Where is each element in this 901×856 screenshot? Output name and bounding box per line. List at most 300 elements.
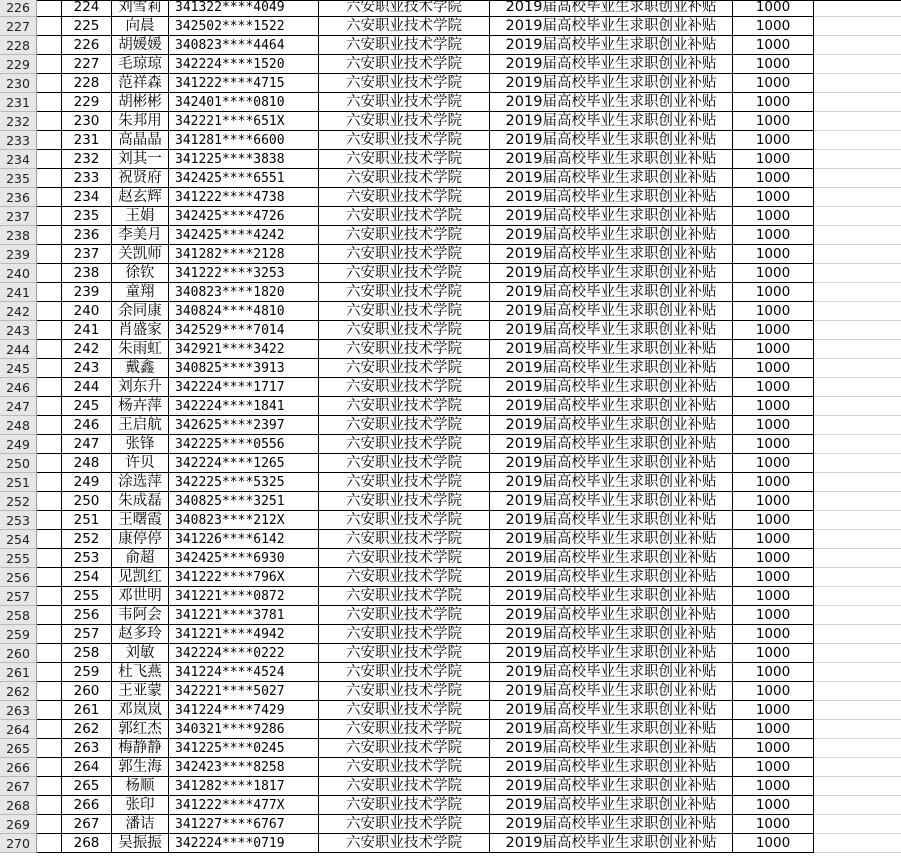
cell-name[interactable]: 胡彬彬 — [112, 93, 169, 112]
cell-amount[interactable]: 1000 — [733, 606, 814, 625]
cell-id-number[interactable]: 341227****6767 — [169, 815, 319, 834]
cell-id-number[interactable]: 342425****4726 — [169, 207, 319, 226]
cell-amount[interactable]: 1000 — [733, 644, 814, 663]
cell-id-number[interactable]: 340825****3251 — [169, 492, 319, 511]
cell-school[interactable]: 六安职业技术学院 — [319, 815, 490, 834]
cell-seq[interactable]: 260 — [62, 682, 112, 701]
row-header[interactable]: 260 — [0, 644, 37, 663]
cell-school[interactable]: 六安职业技术学院 — [319, 720, 490, 739]
row-header[interactable]: 268 — [0, 796, 37, 815]
cell-seq[interactable]: 235 — [62, 207, 112, 226]
row-header[interactable]: 269 — [0, 815, 37, 834]
cell-school[interactable]: 六安职业技术学院 — [319, 397, 490, 416]
cell-empty[interactable] — [814, 169, 901, 188]
cell-subsidy-type[interactable]: 2019届高校毕业生求职创业补贴 — [490, 568, 733, 587]
cell-empty[interactable] — [37, 207, 62, 226]
cell-school[interactable]: 六安职业技术学院 — [319, 834, 490, 853]
cell-school[interactable]: 六安职业技术学院 — [319, 587, 490, 606]
cell-empty[interactable] — [814, 359, 901, 378]
cell-name[interactable]: 张印 — [112, 796, 169, 815]
cell-empty[interactable] — [814, 758, 901, 777]
row-header[interactable]: 229 — [0, 55, 37, 74]
cell-school[interactable]: 六安职业技术学院 — [319, 55, 490, 74]
cell-empty[interactable] — [37, 245, 62, 264]
cell-subsidy-type[interactable]: 2019届高校毕业生求职创业补贴 — [490, 473, 733, 492]
cell-amount[interactable]: 1000 — [733, 150, 814, 169]
cell-school[interactable]: 六安职业技术学院 — [319, 663, 490, 682]
cell-empty[interactable] — [37, 796, 62, 815]
cell-school[interactable]: 六安职业技术学院 — [319, 74, 490, 93]
cell-subsidy-type[interactable]: 2019届高校毕业生求职创业补贴 — [490, 17, 733, 36]
cell-id-number[interactable]: 342921****3422 — [169, 340, 319, 359]
cell-subsidy-type[interactable]: 2019届高校毕业生求职创业补贴 — [490, 112, 733, 131]
cell-empty[interactable] — [814, 663, 901, 682]
cell-empty[interactable] — [814, 511, 901, 530]
cell-empty[interactable] — [37, 549, 62, 568]
cell-school[interactable]: 六安职业技术学院 — [319, 549, 490, 568]
cell-subsidy-type[interactable]: 2019届高校毕业生求职创业补贴 — [490, 549, 733, 568]
cell-id-number[interactable]: 342224****1841 — [169, 397, 319, 416]
cell-name[interactable]: 吴振振 — [112, 834, 169, 853]
cell-name[interactable]: 朱成磊 — [112, 492, 169, 511]
cell-school[interactable]: 六安职业技术学院 — [319, 188, 490, 207]
row-header[interactable]: 261 — [0, 663, 37, 682]
cell-id-number[interactable]: 341225****0245 — [169, 739, 319, 758]
cell-school[interactable]: 六安职业技术学院 — [319, 264, 490, 283]
cell-seq[interactable]: 238 — [62, 264, 112, 283]
cell-subsidy-type[interactable]: 2019届高校毕业生求职创业补贴 — [490, 663, 733, 682]
cell-id-number[interactable]: 341222****796X — [169, 568, 319, 587]
cell-name[interactable]: 胡媛媛 — [112, 36, 169, 55]
row-header[interactable]: 232 — [0, 112, 37, 131]
cell-empty[interactable] — [37, 340, 62, 359]
cell-amount[interactable]: 1000 — [733, 321, 814, 340]
cell-seq[interactable]: 263 — [62, 739, 112, 758]
cell-id-number[interactable]: 342423****8258 — [169, 758, 319, 777]
cell-subsidy-type[interactable]: 2019届高校毕业生求职创业补贴 — [490, 492, 733, 511]
cell-name[interactable]: 郭红杰 — [112, 720, 169, 739]
row-header[interactable]: 256 — [0, 568, 37, 587]
cell-subsidy-type[interactable]: 2019届高校毕业生求职创业补贴 — [490, 625, 733, 644]
cell-school[interactable]: 六安职业技术学院 — [319, 625, 490, 644]
row-header[interactable]: 240 — [0, 264, 37, 283]
cell-seq[interactable]: 261 — [62, 701, 112, 720]
cell-id-number[interactable]: 342425****6551 — [169, 169, 319, 188]
cell-empty[interactable] — [37, 397, 62, 416]
cell-name[interactable]: 王娟 — [112, 207, 169, 226]
row-header[interactable]: 252 — [0, 492, 37, 511]
cell-id-number[interactable]: 341222****4715 — [169, 74, 319, 93]
cell-empty[interactable] — [814, 55, 901, 74]
cell-empty[interactable] — [37, 682, 62, 701]
cell-empty[interactable] — [37, 302, 62, 321]
cell-amount[interactable]: 1000 — [733, 245, 814, 264]
cell-empty[interactable] — [814, 530, 901, 549]
cell-school[interactable]: 六安职业技术学院 — [319, 321, 490, 340]
cell-empty[interactable] — [37, 17, 62, 36]
row-header[interactable]: 241 — [0, 283, 37, 302]
row-header[interactable]: 230 — [0, 74, 37, 93]
cell-school[interactable]: 六安职业技术学院 — [319, 492, 490, 511]
cell-subsidy-type[interactable]: 2019届高校毕业生求职创业补贴 — [490, 511, 733, 530]
cell-subsidy-type[interactable]: 2019届高校毕业生求职创业补贴 — [490, 397, 733, 416]
cell-empty[interactable] — [37, 93, 62, 112]
cell-seq[interactable]: 251 — [62, 511, 112, 530]
cell-id-number[interactable]: 341221****0872 — [169, 587, 319, 606]
cell-id-number[interactable]: 340825****3913 — [169, 359, 319, 378]
cell-empty[interactable] — [814, 321, 901, 340]
row-header[interactable]: 257 — [0, 587, 37, 606]
cell-school[interactable]: 六安职业技术学院 — [319, 17, 490, 36]
cell-id-number[interactable]: 341222****4738 — [169, 188, 319, 207]
cell-id-number[interactable]: 341224****4524 — [169, 663, 319, 682]
cell-name[interactable]: 潘诘 — [112, 815, 169, 834]
cell-amount[interactable]: 1000 — [733, 511, 814, 530]
cell-subsidy-type[interactable]: 2019届高校毕业生求职创业补贴 — [490, 283, 733, 302]
cell-subsidy-type[interactable]: 2019届高校毕业生求职创业补贴 — [490, 302, 733, 321]
cell-empty[interactable] — [814, 606, 901, 625]
cell-id-number[interactable]: 342221****5027 — [169, 682, 319, 701]
cell-seq[interactable]: 248 — [62, 454, 112, 473]
cell-id-number[interactable]: 342224****0222 — [169, 644, 319, 663]
cell-empty[interactable] — [37, 815, 62, 834]
cell-name[interactable]: 刘雪莉 — [112, 0, 169, 17]
cell-empty[interactable] — [37, 758, 62, 777]
cell-seq[interactable]: 231 — [62, 131, 112, 150]
row-header[interactable]: 226 — [0, 0, 37, 17]
cell-id-number[interactable]: 342225****0556 — [169, 435, 319, 454]
cell-empty[interactable] — [814, 226, 901, 245]
cell-empty[interactable] — [814, 568, 901, 587]
cell-name[interactable]: 王启航 — [112, 416, 169, 435]
cell-empty[interactable] — [37, 435, 62, 454]
cell-school[interactable]: 六安职业技术学院 — [319, 473, 490, 492]
row-header[interactable]: 253 — [0, 511, 37, 530]
cell-amount[interactable]: 1000 — [733, 0, 814, 17]
cell-amount[interactable]: 1000 — [733, 340, 814, 359]
cell-amount[interactable]: 1000 — [733, 530, 814, 549]
cell-name[interactable]: 韦阿会 — [112, 606, 169, 625]
cell-seq[interactable]: 234 — [62, 188, 112, 207]
cell-school[interactable]: 六安职业技术学院 — [319, 131, 490, 150]
cell-subsidy-type[interactable]: 2019届高校毕业生求职创业补贴 — [490, 834, 733, 853]
cell-name[interactable]: 刘其一 — [112, 150, 169, 169]
cell-empty[interactable] — [37, 416, 62, 435]
cell-seq[interactable]: 227 — [62, 55, 112, 74]
cell-empty[interactable] — [37, 663, 62, 682]
cell-empty[interactable] — [37, 264, 62, 283]
cell-subsidy-type[interactable]: 2019届高校毕业生求职创业补贴 — [490, 150, 733, 169]
cell-empty[interactable] — [814, 796, 901, 815]
cell-school[interactable]: 六安职业技术学院 — [319, 416, 490, 435]
cell-empty[interactable] — [37, 0, 62, 17]
cell-school[interactable]: 六安职业技术学院 — [319, 739, 490, 758]
cell-amount[interactable]: 1000 — [733, 169, 814, 188]
row-header[interactable]: 247 — [0, 397, 37, 416]
cell-amount[interactable]: 1000 — [733, 264, 814, 283]
cell-amount[interactable]: 1000 — [733, 378, 814, 397]
cell-empty[interactable] — [814, 701, 901, 720]
cell-school[interactable]: 六安职业技术学院 — [319, 435, 490, 454]
cell-empty[interactable] — [814, 0, 901, 17]
row-header[interactable]: 249 — [0, 435, 37, 454]
cell-seq[interactable]: 247 — [62, 435, 112, 454]
cell-name[interactable]: 张锋 — [112, 435, 169, 454]
cell-amount[interactable]: 1000 — [733, 758, 814, 777]
cell-name[interactable]: 见凯红 — [112, 568, 169, 587]
cell-school[interactable]: 六安职业技术学院 — [319, 796, 490, 815]
cell-name[interactable]: 杨卉萍 — [112, 397, 169, 416]
row-header[interactable]: 267 — [0, 777, 37, 796]
cell-seq[interactable]: 255 — [62, 587, 112, 606]
cell-seq[interactable]: 226 — [62, 36, 112, 55]
cell-empty[interactable] — [814, 397, 901, 416]
cell-empty[interactable] — [814, 283, 901, 302]
cell-name[interactable]: 余同康 — [112, 302, 169, 321]
cell-empty[interactable] — [37, 226, 62, 245]
row-header[interactable]: 236 — [0, 188, 37, 207]
row-header[interactable]: 251 — [0, 473, 37, 492]
cell-seq[interactable]: 237 — [62, 245, 112, 264]
cell-subsidy-type[interactable]: 2019届高校毕业生求职创业补贴 — [490, 701, 733, 720]
cell-name[interactable]: 郭生海 — [112, 758, 169, 777]
cell-seq[interactable]: 224 — [62, 0, 112, 17]
cell-empty[interactable] — [814, 473, 901, 492]
cell-id-number[interactable]: 342425****6930 — [169, 549, 319, 568]
cell-amount[interactable]: 1000 — [733, 625, 814, 644]
cell-empty[interactable] — [37, 359, 62, 378]
cell-seq[interactable]: 245 — [62, 397, 112, 416]
cell-id-number[interactable]: 342224****1520 — [169, 55, 319, 74]
cell-empty[interactable] — [814, 36, 901, 55]
cell-id-number[interactable]: 341282****2128 — [169, 245, 319, 264]
cell-amount[interactable]: 1000 — [733, 739, 814, 758]
cell-id-number[interactable]: 340824****4810 — [169, 302, 319, 321]
cell-name[interactable]: 徐钦 — [112, 264, 169, 283]
cell-seq[interactable]: 259 — [62, 663, 112, 682]
cell-empty[interactable] — [37, 473, 62, 492]
cell-empty[interactable] — [37, 112, 62, 131]
cell-subsidy-type[interactable]: 2019届高校毕业生求职创业补贴 — [490, 720, 733, 739]
cell-school[interactable]: 六安职业技术学院 — [319, 530, 490, 549]
cell-name[interactable]: 朱邦用 — [112, 112, 169, 131]
cell-empty[interactable] — [37, 834, 62, 853]
cell-subsidy-type[interactable]: 2019届高校毕业生求职创业补贴 — [490, 530, 733, 549]
cell-empty[interactable] — [37, 378, 62, 397]
row-header[interactable]: 263 — [0, 701, 37, 720]
cell-school[interactable]: 六安职业技术学院 — [319, 36, 490, 55]
cell-empty[interactable] — [814, 378, 901, 397]
cell-seq[interactable]: 252 — [62, 530, 112, 549]
cell-empty[interactable] — [814, 93, 901, 112]
cell-amount[interactable]: 1000 — [733, 397, 814, 416]
cell-school[interactable]: 六安职业技术学院 — [319, 150, 490, 169]
cell-amount[interactable]: 1000 — [733, 226, 814, 245]
cell-empty[interactable] — [37, 169, 62, 188]
cell-empty[interactable] — [814, 150, 901, 169]
row-header[interactable]: 231 — [0, 93, 37, 112]
row-header[interactable]: 248 — [0, 416, 37, 435]
cell-name[interactable]: 康停停 — [112, 530, 169, 549]
cell-name[interactable]: 俞超 — [112, 549, 169, 568]
cell-amount[interactable]: 1000 — [733, 55, 814, 74]
cell-subsidy-type[interactable]: 2019届高校毕业生求职创业补贴 — [490, 74, 733, 93]
row-header[interactable]: 254 — [0, 530, 37, 549]
cell-id-number[interactable]: 342529****7014 — [169, 321, 319, 340]
row-header[interactable]: 245 — [0, 359, 37, 378]
cell-amount[interactable]: 1000 — [733, 74, 814, 93]
row-header[interactable]: 264 — [0, 720, 37, 739]
cell-school[interactable]: 六安职业技术学院 — [319, 701, 490, 720]
cell-amount[interactable]: 1000 — [733, 131, 814, 150]
cell-amount[interactable]: 1000 — [733, 815, 814, 834]
cell-amount[interactable]: 1000 — [733, 796, 814, 815]
cell-empty[interactable] — [37, 644, 62, 663]
cell-id-number[interactable]: 341226****6142 — [169, 530, 319, 549]
cell-id-number[interactable]: 341221****3781 — [169, 606, 319, 625]
cell-empty[interactable] — [37, 188, 62, 207]
cell-name[interactable]: 范祥森 — [112, 74, 169, 93]
cell-school[interactable]: 六安职业技术学院 — [319, 682, 490, 701]
cell-subsidy-type[interactable]: 2019届高校毕业生求职创业补贴 — [490, 435, 733, 454]
cell-amount[interactable]: 1000 — [733, 454, 814, 473]
cell-school[interactable]: 六安职业技术学院 — [319, 112, 490, 131]
cell-name[interactable]: 王亚蒙 — [112, 682, 169, 701]
cell-amount[interactable]: 1000 — [733, 93, 814, 112]
cell-school[interactable]: 六安职业技术学院 — [319, 777, 490, 796]
cell-subsidy-type[interactable]: 2019届高校毕业生求职创业补贴 — [490, 321, 733, 340]
cell-amount[interactable]: 1000 — [733, 359, 814, 378]
cell-school[interactable]: 六安职业技术学院 — [319, 245, 490, 264]
cell-name[interactable]: 王曙霞 — [112, 511, 169, 530]
cell-subsidy-type[interactable]: 2019届高校毕业生求职创业补贴 — [490, 606, 733, 625]
cell-name[interactable]: 高晶晶 — [112, 131, 169, 150]
cell-subsidy-type[interactable]: 2019届高校毕业生求职创业补贴 — [490, 644, 733, 663]
cell-amount[interactable]: 1000 — [733, 17, 814, 36]
cell-name[interactable]: 杨顺 — [112, 777, 169, 796]
cell-subsidy-type[interactable]: 2019届高校毕业生求职创业补贴 — [490, 587, 733, 606]
row-header[interactable]: 270 — [0, 834, 37, 853]
cell-name[interactable]: 刘敏 — [112, 644, 169, 663]
cell-empty[interactable] — [37, 511, 62, 530]
cell-school[interactable]: 六安职业技术学院 — [319, 568, 490, 587]
cell-empty[interactable] — [814, 112, 901, 131]
cell-amount[interactable]: 1000 — [733, 549, 814, 568]
cell-name[interactable]: 毛琼琼 — [112, 55, 169, 74]
row-header[interactable]: 266 — [0, 758, 37, 777]
cell-empty[interactable] — [37, 150, 62, 169]
cell-seq[interactable]: 257 — [62, 625, 112, 644]
cell-seq[interactable]: 250 — [62, 492, 112, 511]
cell-subsidy-type[interactable]: 2019届高校毕业生求职创业补贴 — [490, 169, 733, 188]
cell-name[interactable]: 李美月 — [112, 226, 169, 245]
row-header[interactable]: 255 — [0, 549, 37, 568]
cell-id-number[interactable]: 340823****212X — [169, 511, 319, 530]
cell-school[interactable]: 六安职业技术学院 — [319, 340, 490, 359]
row-header[interactable]: 262 — [0, 682, 37, 701]
cell-subsidy-type[interactable]: 2019届高校毕业生求职创业补贴 — [490, 245, 733, 264]
row-header[interactable]: 246 — [0, 378, 37, 397]
cell-seq[interactable]: 232 — [62, 150, 112, 169]
cell-subsidy-type[interactable]: 2019届高校毕业生求职创业补贴 — [490, 93, 733, 112]
cell-empty[interactable] — [37, 321, 62, 340]
cell-school[interactable]: 六安职业技术学院 — [319, 378, 490, 397]
row-header[interactable]: 259 — [0, 625, 37, 644]
cell-seq[interactable]: 236 — [62, 226, 112, 245]
cell-seq[interactable]: 254 — [62, 568, 112, 587]
cell-empty[interactable] — [37, 454, 62, 473]
cell-subsidy-type[interactable]: 2019届高校毕业生求职创业补贴 — [490, 131, 733, 150]
cell-empty[interactable] — [37, 492, 62, 511]
cell-seq[interactable]: 229 — [62, 93, 112, 112]
cell-amount[interactable]: 1000 — [733, 112, 814, 131]
cell-school[interactable]: 六安职业技术学院 — [319, 226, 490, 245]
cell-amount[interactable]: 1000 — [733, 36, 814, 55]
cell-amount[interactable]: 1000 — [733, 416, 814, 435]
cell-name[interactable]: 关凯师 — [112, 245, 169, 264]
cell-amount[interactable]: 1000 — [733, 188, 814, 207]
cell-school[interactable]: 六安职业技术学院 — [319, 0, 490, 17]
cell-empty[interactable] — [814, 720, 901, 739]
cell-subsidy-type[interactable]: 2019届高校毕业生求职创业补贴 — [490, 796, 733, 815]
cell-empty[interactable] — [814, 340, 901, 359]
cell-id-number[interactable]: 342425****4242 — [169, 226, 319, 245]
cell-seq[interactable]: 230 — [62, 112, 112, 131]
cell-id-number[interactable]: 341282****1817 — [169, 777, 319, 796]
cell-empty[interactable] — [814, 131, 901, 150]
cell-name[interactable]: 戴鑫 — [112, 359, 169, 378]
cell-empty[interactable] — [37, 55, 62, 74]
cell-subsidy-type[interactable]: 2019届高校毕业生求职创业补贴 — [490, 340, 733, 359]
cell-empty[interactable] — [814, 549, 901, 568]
cell-name[interactable]: 童翔 — [112, 283, 169, 302]
cell-id-number[interactable]: 342225****5325 — [169, 473, 319, 492]
cell-subsidy-type[interactable]: 2019届高校毕业生求职创业补贴 — [490, 739, 733, 758]
cell-seq[interactable]: 256 — [62, 606, 112, 625]
cell-empty[interactable] — [37, 74, 62, 93]
cell-empty[interactable] — [37, 587, 62, 606]
cell-subsidy-type[interactable]: 2019届高校毕业生求职创业补贴 — [490, 815, 733, 834]
cell-id-number[interactable]: 341224****7429 — [169, 701, 319, 720]
cell-school[interactable]: 六安职业技术学院 — [319, 169, 490, 188]
cell-empty[interactable] — [814, 302, 901, 321]
cell-amount[interactable]: 1000 — [733, 777, 814, 796]
cell-empty[interactable] — [814, 264, 901, 283]
cell-school[interactable]: 六安职业技术学院 — [319, 359, 490, 378]
cell-empty[interactable] — [37, 701, 62, 720]
cell-seq[interactable]: 233 — [62, 169, 112, 188]
cell-school[interactable]: 六安职业技术学院 — [319, 283, 490, 302]
cell-school[interactable]: 六安职业技术学院 — [319, 758, 490, 777]
cell-name[interactable]: 许贝 — [112, 454, 169, 473]
cell-empty[interactable] — [814, 74, 901, 93]
cell-name[interactable]: 梅静静 — [112, 739, 169, 758]
cell-subsidy-type[interactable]: 2019届高校毕业生求职创业补贴 — [490, 416, 733, 435]
row-header[interactable]: 238 — [0, 226, 37, 245]
cell-empty[interactable] — [814, 435, 901, 454]
cell-id-number[interactable]: 341221****4942 — [169, 625, 319, 644]
cell-amount[interactable]: 1000 — [733, 435, 814, 454]
cell-id-number[interactable]: 341222****3253 — [169, 264, 319, 283]
cell-amount[interactable]: 1000 — [733, 302, 814, 321]
row-header[interactable]: 242 — [0, 302, 37, 321]
cell-empty[interactable] — [37, 606, 62, 625]
cell-empty[interactable] — [814, 188, 901, 207]
cell-seq[interactable]: 266 — [62, 796, 112, 815]
row-header[interactable]: 233 — [0, 131, 37, 150]
cell-empty[interactable] — [37, 36, 62, 55]
cell-seq[interactable]: 244 — [62, 378, 112, 397]
